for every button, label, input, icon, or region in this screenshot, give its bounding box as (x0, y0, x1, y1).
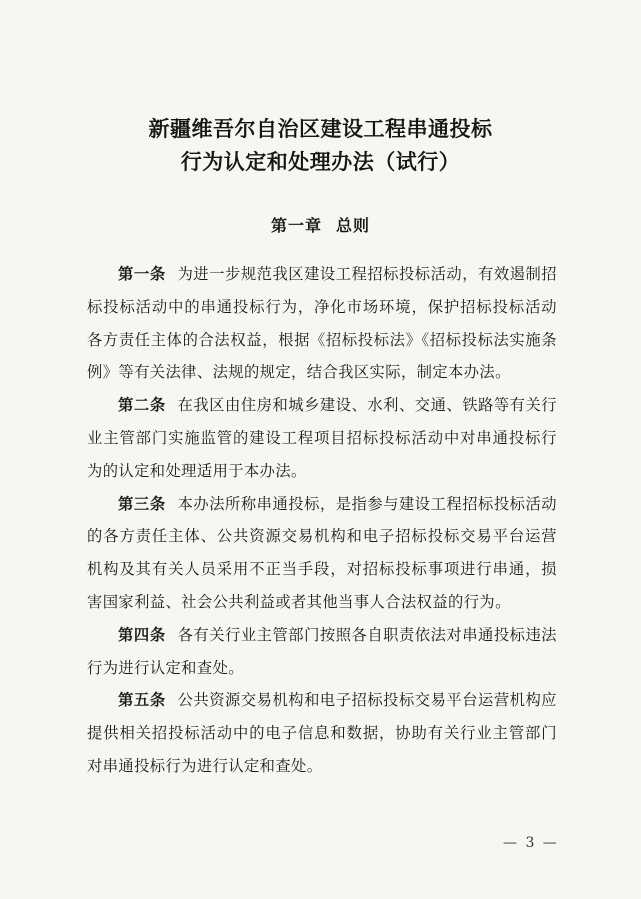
article-5 (87, 684, 557, 782)
chapter-label: 第一章 (270, 216, 322, 235)
article-label: 第四条 (118, 625, 166, 644)
article-label: 第一条 (118, 265, 166, 283)
article-text: 在我区由住房和城乡建设、水利、交通、铁路等有关行业主管部门实施监管的建设工程项目招标投标活动中对串通投标行为的认定和处理适用于本办法。 (87, 396, 557, 480)
article-text: 各有关行业主管部门按照各自职责依法对串通投标违法行为进行认定和查处。 (87, 625, 557, 677)
article-label: 第二条 (118, 396, 166, 415)
document-title-line-1: 新疆维吾尔自治区建设工程串通投标 (148, 117, 493, 141)
article-text: 公共资源交易机构和电子招标投标交易平台运营机构应提供相关招投标活动中的电子信息和数据，协助有关行业主管部门对串通投标行为进行认定和查处。 (87, 691, 557, 775)
chapter-name: 总则 (336, 216, 371, 235)
article-text: 为进一步规范我区建设工程招标投标活动，有效遏制招标投标活动中的串通投标行为，净化市场环境，保护招标投标活动各方责任主体的合法权益，根据《招标投标法》《招标投标法实施条例》等有关法律、法规的规定，结合我区实际，制定本办法。 (87, 265, 557, 382)
article-text: 本办法所称串通投标，是指参与建设工程招标投标活动的各方责任主体、公共资源交易机构和电子招标投标交易平台运营机构及其有关人员采用不正当手段，对招标投标事项进行串通，损害国家利益、社会公共利益或者其他当事人合法权益的行为。 (87, 494, 557, 611)
article-3 (87, 488, 557, 619)
article-1 (87, 258, 557, 389)
page-number: — 3 — (503, 835, 559, 851)
article-2 (87, 389, 557, 487)
article-label: 第五条 (118, 691, 166, 710)
document-title-line-2: 行为认定和处理办法（试行） (180, 150, 461, 174)
article-4 (87, 619, 557, 685)
document-body (87, 258, 557, 783)
chapter-heading (0, 213, 641, 236)
article-label: 第三条 (118, 494, 166, 513)
